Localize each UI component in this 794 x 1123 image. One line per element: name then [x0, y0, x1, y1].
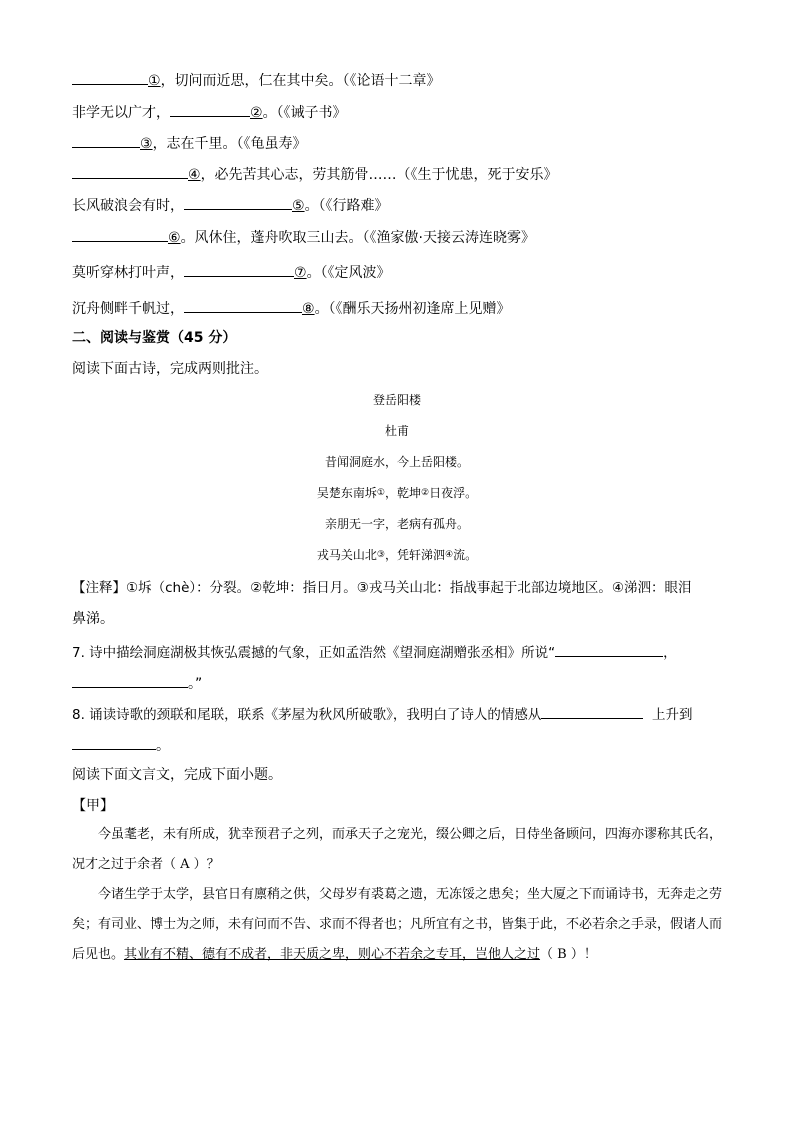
blank-number-3: ③: [140, 136, 153, 152]
blank-number-7: ⑦: [294, 265, 307, 281]
answer-blank-8[interactable]: [184, 296, 302, 313]
answer-blank-q8-1[interactable]: [541, 702, 643, 719]
poem-line-4-b: ，凭轩涕泗: [384, 548, 445, 562]
answer-blank-5[interactable]: [184, 193, 292, 210]
poem-line-2: [0, 484, 794, 502]
poem-title: 登岳阳楼: [372, 393, 421, 407]
question-7-line-2: [72, 671, 202, 694]
answer-blank-6[interactable]: [72, 225, 168, 242]
poem-line-4-a: 戎马关山北: [316, 548, 377, 562]
poem-line-2-c: 日夜浮。: [429, 486, 478, 500]
classical-paragraph-2: [72, 880, 724, 970]
fill-line-7-after: 。（《定风波》: [306, 265, 391, 281]
fill-line-4-after: ，必先苦其心志，劳其筋骨……（《生于忧患，死于安乐》: [200, 167, 558, 183]
fill-line-8-before: 沉舟侧畔千帆过，: [72, 301, 184, 317]
fill-line-5-after: 。（《行路难》: [304, 198, 389, 214]
answer-blank-4[interactable]: [72, 162, 188, 179]
blank-number-2: ②: [250, 105, 263, 121]
fill-line-8: [72, 296, 511, 319]
fill-line-2-after: 。（《诫子书》: [262, 105, 347, 121]
fill-line-6-after: 。风休住，蓬舟吹取三山去。（《渔家傲·天接云涛连晓雾》: [180, 230, 536, 246]
note-ref-2: ②: [421, 488, 430, 498]
poem-line-2-b: ，乾坤: [384, 486, 421, 500]
answer-blank-q8-2[interactable]: [72, 733, 156, 750]
note-ref-3: ③: [376, 550, 385, 560]
question-7-end: 。”: [188, 676, 203, 692]
answer-blank-2[interactable]: [170, 100, 250, 117]
fill-line-7: [72, 260, 391, 283]
poem-line-3: 亲朋无一字，老病有孤舟。: [324, 517, 469, 531]
classical-intro: 阅读下面文言文，完成下面小题。: [72, 767, 282, 783]
fill-line-3-after: ，志在千里。（《龟虽寿》: [152, 136, 307, 152]
answer-blank-7[interactable]: [184, 260, 294, 277]
fill-line-5-before: 长风破浪会有时，: [72, 198, 184, 214]
blank-number-5: ⑤: [292, 198, 305, 214]
classical-underlined-sentence: 其业有不精、德有不成者，非天质之卑，则心不若余之专耳，岂他人之过: [124, 947, 541, 962]
note-ref-1: ①: [376, 488, 385, 498]
fill-line-8-after: 。（《酬乐天扬州初逢席上见赠》: [314, 301, 511, 317]
note-ref-4: ④: [445, 550, 454, 560]
fill-line-1: [72, 68, 441, 91]
answer-blank-q7-1[interactable]: [555, 640, 663, 657]
blank-number-6: ⑥: [168, 230, 181, 246]
fill-line-3: [72, 131, 307, 154]
question-8-end: 。: [156, 738, 170, 754]
poem-line-1: 昔闻洞庭水，今上岳阳楼。: [324, 455, 469, 469]
fill-line-1-after: ，切问而近思，仁在其中矣。（《论语十二章》: [160, 73, 441, 89]
section-jia-label: 【甲】: [72, 798, 114, 814]
poem-line-2-a: 吴楚东南坼: [316, 486, 377, 500]
question-8-text: 8. 诵读诗歌的颈联和尾联，联系《茅屋为秋风所破歌》，我明白了诗人的情感从: [72, 707, 542, 723]
question-8-line-1: [72, 702, 693, 725]
question-7-text: 7. 诗中描绘洞庭湖极其恢弘震撼的气象，正如孟浩然《望洞庭湖赠张丞相》所说“: [72, 645, 556, 661]
blank-number-1: ①: [148, 73, 161, 89]
poem-notes-line-2: 鼻涕。: [72, 611, 114, 627]
fill-line-4: [72, 162, 558, 185]
answer-blank-3[interactable]: [72, 131, 140, 148]
poem-author: 杜甫: [384, 424, 409, 438]
fill-line-6: [72, 225, 535, 248]
fill-line-5: [72, 193, 389, 216]
fill-line-2: [72, 100, 347, 123]
poem-notes-line-1: 【注释】①坼（chè）：分裂。②乾坤：指日月。③戎马关山北：指战事起于北部边境地区。④涕泗：眼泪: [72, 580, 692, 596]
classical-paragraph-2-end: （ B ）！: [540, 947, 597, 962]
question-8-line-2: [72, 733, 170, 756]
section-2-title: 二、阅读与鉴赏（45 分）: [72, 330, 237, 346]
answer-blank-1[interactable]: [72, 68, 148, 85]
blank-number-4: ④: [188, 167, 201, 183]
poem-intro: 阅读下面古诗，完成两则批注。: [72, 361, 268, 377]
blank-number-8: ⑧: [302, 301, 315, 317]
question-7-comma: ，: [663, 645, 677, 661]
question-7-line-1: [72, 640, 677, 663]
answer-blank-q7-2[interactable]: [72, 671, 188, 688]
classical-paragraph-2-text: 今诸生学于太学，县官日有廪稍之供，父母岁有裘葛之遗，无冻馁之患矣；坐大厦之下而诵诗书，无奔走之劳矣；有司业、博士为之师，未有问而不告、求而不得者也；凡所宜有之书，皆集于此，不必若余之手录，假诸人而后见也。: [72, 887, 723, 962]
classical-paragraph-1: 今虽耄老，未有所成，犹幸预君子之列，而承天子之宠光，缀公卿之后，日侍坐备顾问，四海亦谬称其氏名，况才之过于余者（ A ）？: [72, 827, 723, 872]
question-8-mid: 上升到: [652, 707, 693, 723]
poem-line-4: [0, 546, 794, 564]
fill-line-2-before: 非学无以广才，: [72, 105, 170, 121]
classical-text: [72, 820, 724, 970]
poem-line-4-c: 流。: [453, 548, 478, 562]
fill-line-7-before: 莫听穿林打叶声，: [72, 265, 184, 281]
